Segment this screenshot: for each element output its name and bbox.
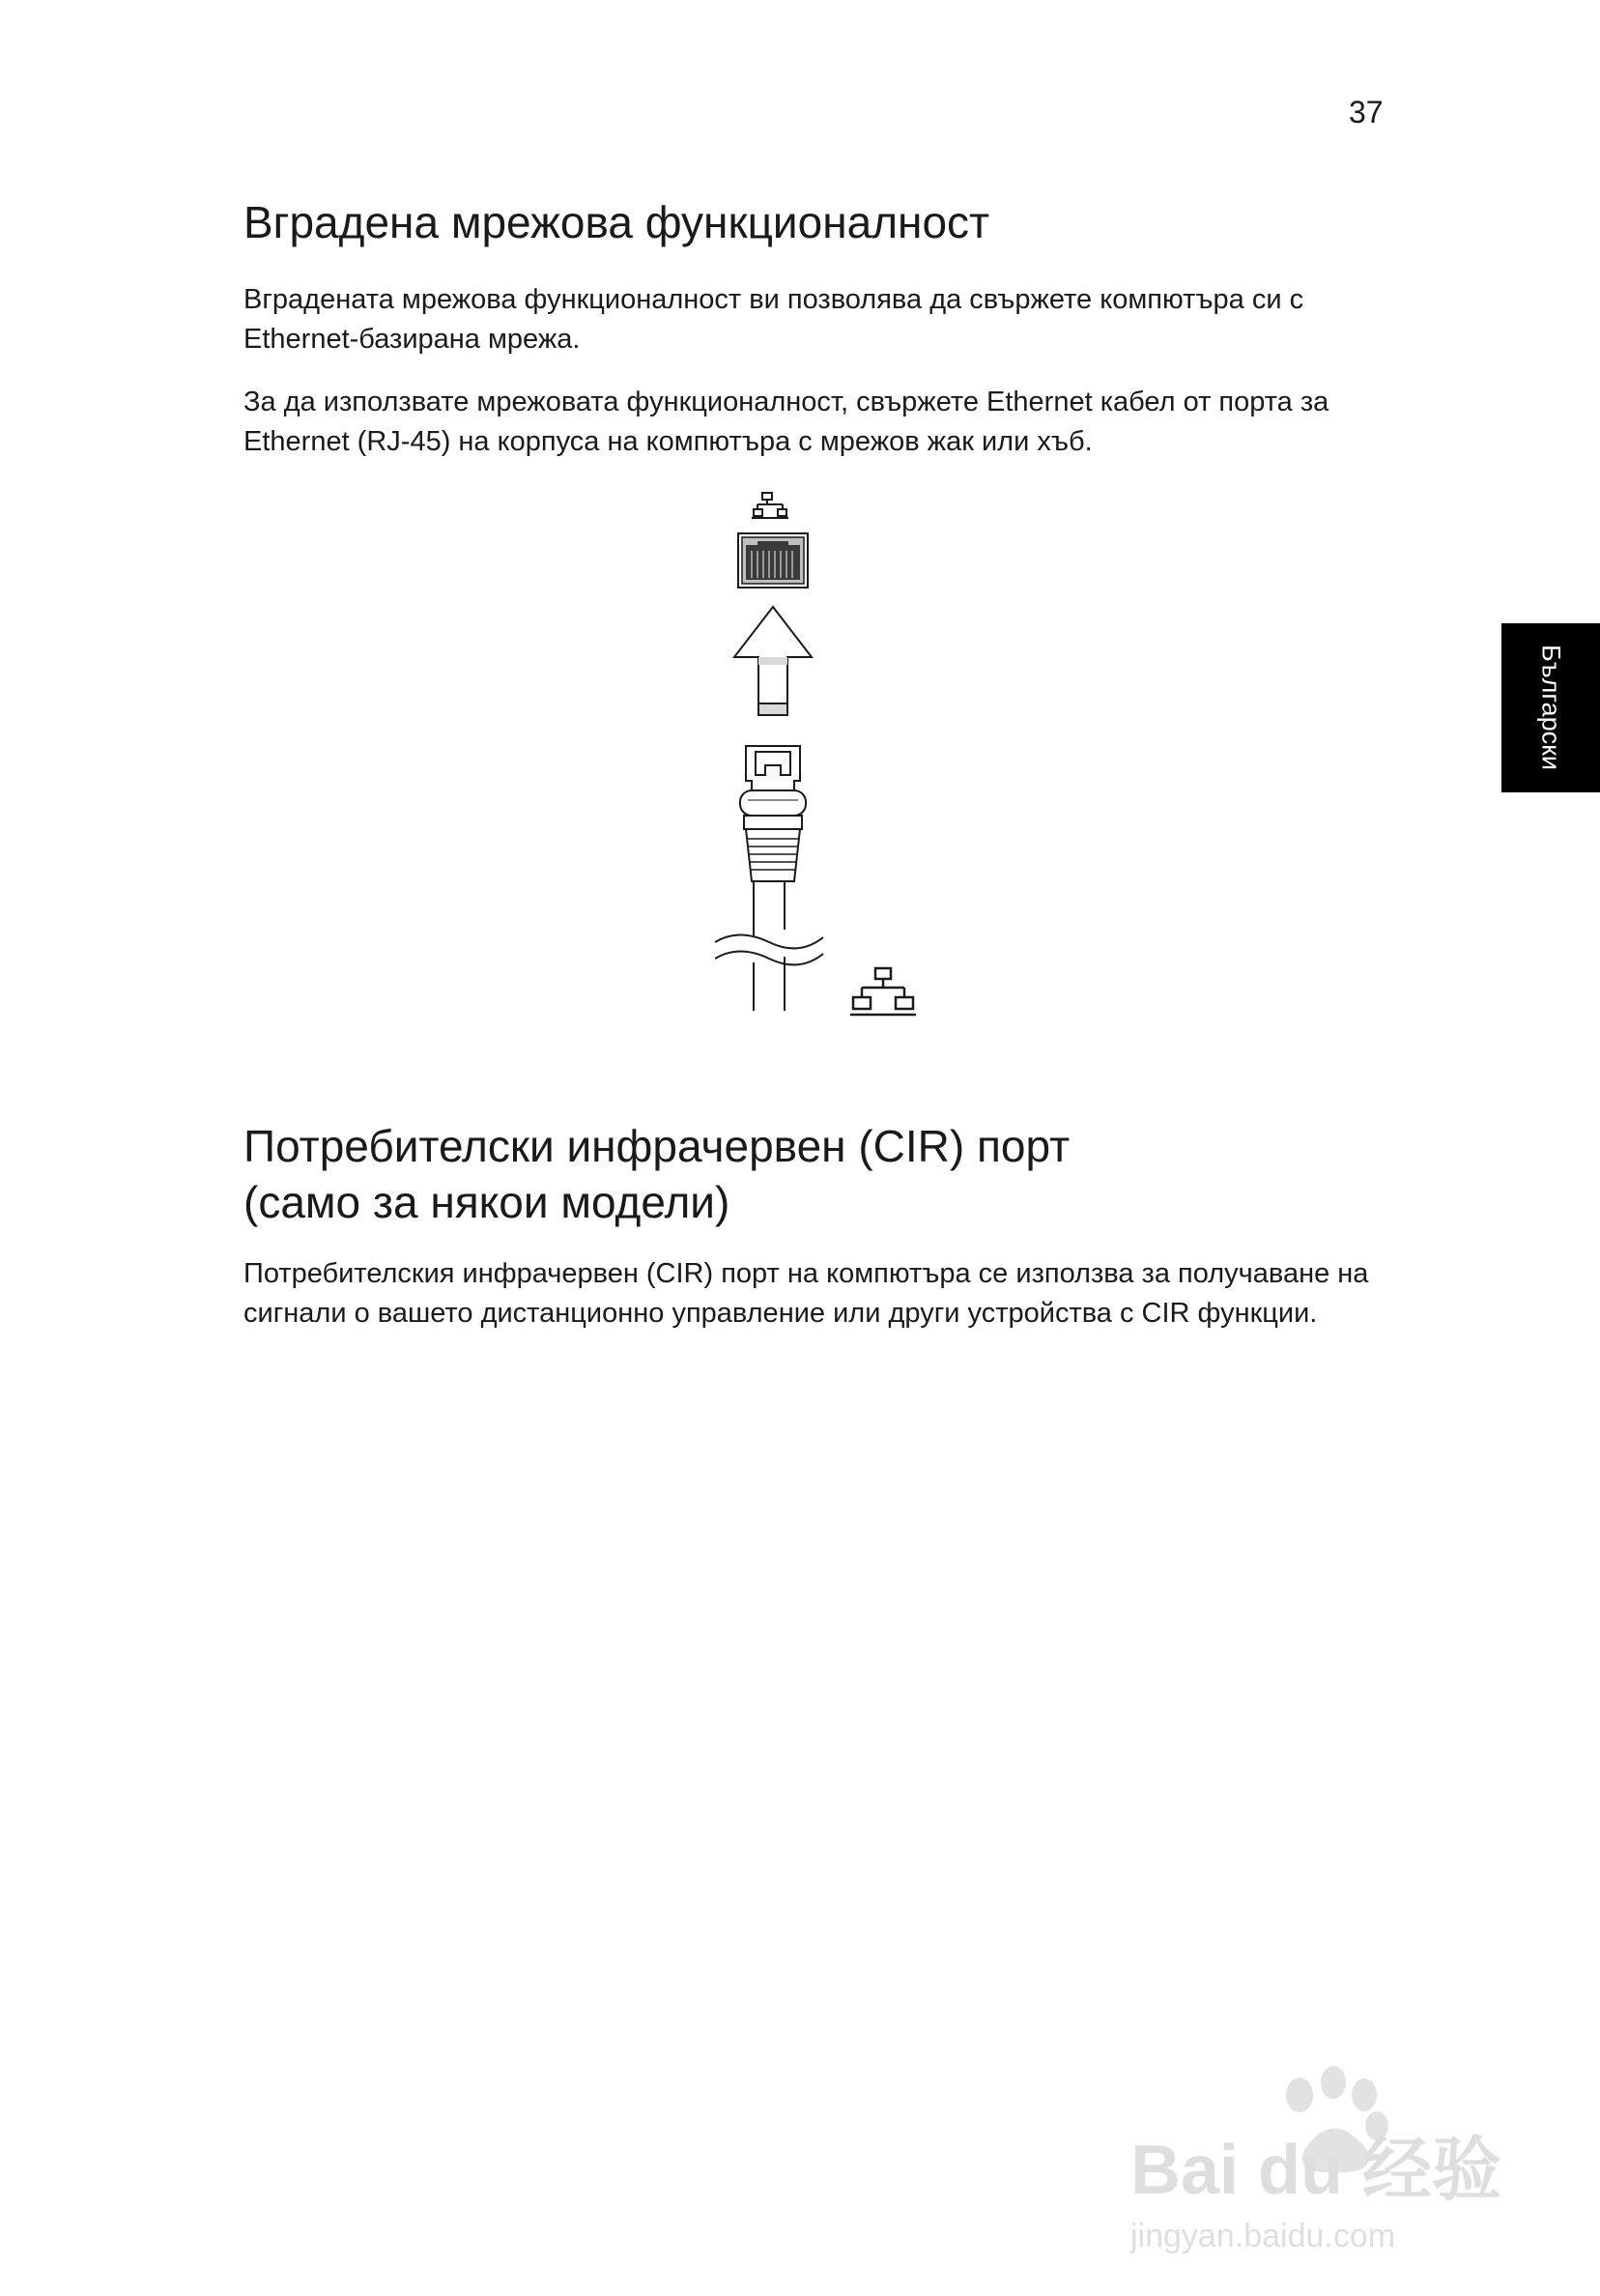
- section-title-cir-line2: (само за някои модели): [243, 1177, 730, 1227]
- ethernet-port-icon: [738, 533, 808, 588]
- section-title-network: Вградена мрежова функционалност: [243, 197, 990, 247]
- language-side-tab: [1501, 623, 1600, 792]
- baidu-watermark: [1111, 2049, 1517, 2261]
- paragraph-network-intro: Вградената мрежова функционалност ви позволява да свържете компютъра си с Ethernet-базирана мрежа.: [243, 284, 1304, 355]
- rj45-plug-icon: [740, 746, 806, 881]
- network-icon-large: [850, 966, 918, 1024]
- watermark-brand: Bai du 经验: [1130, 2132, 1502, 2209]
- network-icon-small: [752, 493, 788, 518]
- page-number: 37: [1349, 95, 1384, 129]
- section-title-cir-line1: Потребителски инфрачервен (CIR) порт: [243, 1121, 1071, 1171]
- watermark-url: jingyan.baidu.com: [1130, 2218, 1396, 2254]
- paragraph-network-usage: За да използвате мрежовата функционалност, свържете Ethernet кабел от порта за Ethernet (RJ-45) на корпуса на компютъра с мрежов жак или хъб.: [243, 387, 1329, 457]
- language-side-tab-label: Български: [1536, 644, 1566, 771]
- ethernet-cable: [715, 881, 823, 1011]
- arrow-up-icon: [734, 607, 812, 715]
- paragraph-cir: Потребителския инфрачервен (CIR) порт на компютъра се използва за получаване на сигнали о вашето дистанционно управление или други устройства с CIR функции.: [243, 1258, 1369, 1329]
- ethernet-connection-figure: [715, 483, 947, 1024]
